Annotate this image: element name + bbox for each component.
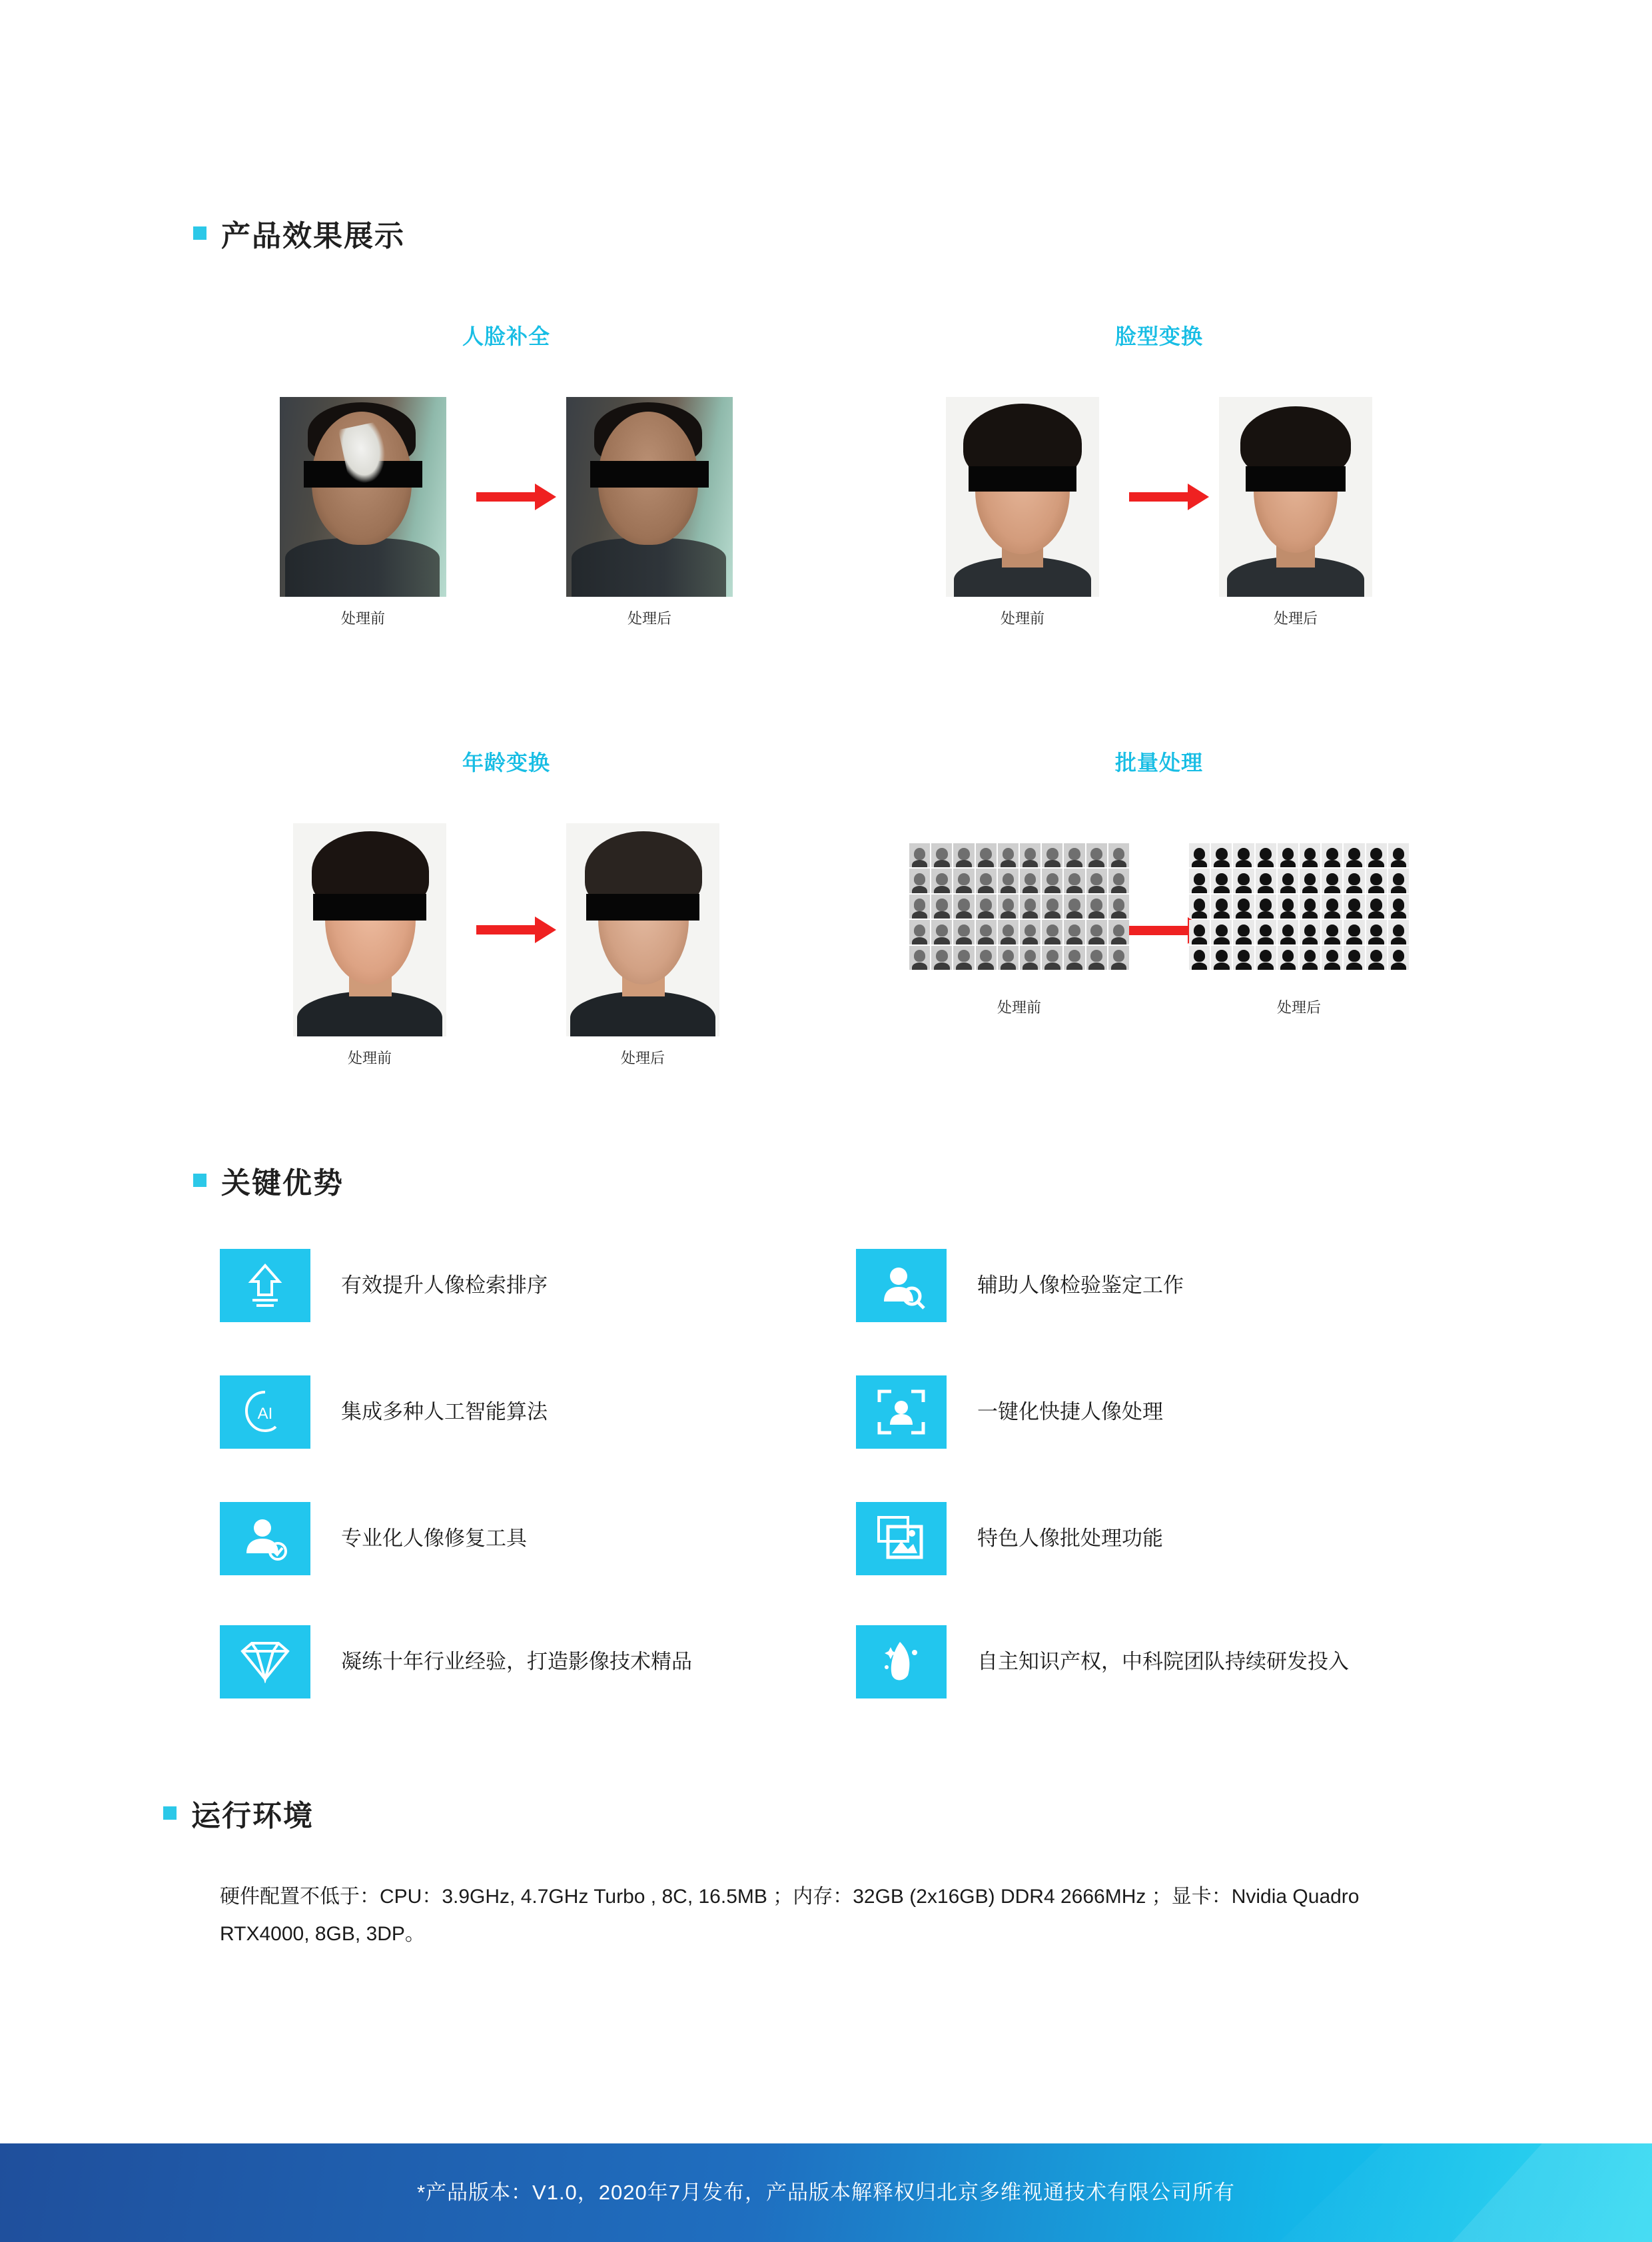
section-heading-demo bbox=[193, 212, 405, 254]
advantage-item-5 bbox=[220, 1502, 527, 1575]
demo-before-age-transform bbox=[293, 823, 446, 1068]
demo-face-shape bbox=[933, 320, 1386, 628]
caption-before: 处理前 bbox=[997, 999, 1041, 1016]
photo-after-face-completion bbox=[566, 397, 733, 597]
demo-age-transform bbox=[280, 746, 733, 1068]
advantage-item-8 bbox=[856, 1625, 1349, 1698]
caption-after: 处理后 bbox=[620, 1050, 665, 1066]
caption-after: 处理后 bbox=[1273, 610, 1318, 627]
demo-title-batch-processing: 批量处理 bbox=[1114, 751, 1203, 775]
svg-text:AI: AI bbox=[257, 1405, 273, 1423]
advantage-item-2 bbox=[856, 1249, 1184, 1322]
demo-before-batch bbox=[909, 843, 1129, 1017]
arrow-face-completion bbox=[446, 397, 566, 597]
advantage-item-1 bbox=[220, 1249, 548, 1322]
section-title-environment: 运行环境 bbox=[191, 1800, 314, 1832]
advantage-item-4 bbox=[856, 1375, 1163, 1449]
demo-title-face-completion: 人脸补全 bbox=[462, 324, 550, 348]
photo-before-face-shape bbox=[946, 397, 1099, 597]
diamond-icon bbox=[220, 1625, 310, 1698]
demo-after-face-completion bbox=[566, 397, 733, 628]
demo-title-age-transform: 年龄变换 bbox=[462, 751, 550, 775]
caption-after: 处理后 bbox=[627, 610, 671, 627]
arrow-batch bbox=[1129, 867, 1189, 994]
demo-after-batch bbox=[1189, 843, 1409, 1017]
photo-grid-before-batch bbox=[909, 843, 1129, 970]
advantage-item-7 bbox=[220, 1625, 692, 1698]
section-title-advantages: 关键优势 bbox=[221, 1167, 344, 1200]
caption-before: 处理前 bbox=[347, 1050, 392, 1066]
demo-batch-processing bbox=[913, 746, 1406, 1017]
demo-title-face-shape: 脸型变换 bbox=[1114, 324, 1203, 348]
advantage-text-4: 一键化快捷人像处理 bbox=[977, 1400, 1163, 1423]
section-title-demo: 产品效果展示 bbox=[221, 220, 405, 252]
advantage-text-2: 辅助人像检验鉴定工作 bbox=[977, 1274, 1184, 1297]
upload-arrow-icon bbox=[220, 1249, 310, 1322]
photo-after-face-shape bbox=[1219, 397, 1372, 597]
bullet-square-icon bbox=[193, 1174, 206, 1187]
demo-before-face-completion bbox=[280, 397, 446, 628]
photo-before-face-completion bbox=[280, 397, 446, 597]
section-heading-environment bbox=[163, 1792, 314, 1834]
demo-before-face-shape bbox=[946, 397, 1099, 628]
ai-head-icon bbox=[220, 1375, 310, 1449]
photo-after-age-transform bbox=[566, 823, 719, 1036]
environment-requirements-text: 硬件配置不低于：CPU：3.9GHz, 4.7GHz Turbo , 8C, 16.5MB ；内存：32GB (2x16GB) DDR4 2666MHz ；显卡：Nvidia Quadro RTX4000, 8GB, 3DP。 bbox=[220, 1886, 1360, 1945]
demo-face-completion bbox=[280, 320, 733, 628]
photo-grid-after-batch bbox=[1189, 843, 1409, 970]
red-arrow-icon bbox=[476, 925, 536, 934]
section-heading-advantages bbox=[193, 1159, 344, 1202]
red-arrow-icon bbox=[1129, 926, 1189, 935]
advantage-text-6: 特色人像批处理功能 bbox=[977, 1527, 1163, 1550]
batch-images-icon bbox=[856, 1502, 947, 1575]
arrow-age-transform bbox=[446, 823, 566, 1036]
advantage-text-1: 有效提升人像检索排序 bbox=[341, 1274, 548, 1297]
advantage-item-3 bbox=[220, 1375, 548, 1449]
photo-before-age-transform bbox=[293, 823, 446, 1036]
arrow-face-shape bbox=[1099, 397, 1219, 597]
bullet-square-icon bbox=[193, 226, 206, 240]
advantage-text-8: 自主知识产权，中科院团队持续研发投入 bbox=[977, 1650, 1349, 1673]
advantage-text-7: 凝练十年行业经验，打造影像技术精品 bbox=[341, 1650, 692, 1673]
research-icon bbox=[856, 1625, 947, 1698]
person-check-icon bbox=[220, 1502, 310, 1575]
advantage-item-6 bbox=[856, 1502, 1163, 1575]
page-footer bbox=[0, 2143, 1652, 2242]
demo-after-age-transform bbox=[566, 823, 719, 1068]
caption-before: 处理前 bbox=[340, 610, 385, 627]
caption-after: 处理后 bbox=[1276, 999, 1321, 1016]
red-arrow-icon bbox=[476, 492, 536, 502]
caption-before: 处理前 bbox=[1000, 610, 1044, 627]
advantage-text-5: 专业化人像修复工具 bbox=[341, 1527, 527, 1550]
advantage-text-3: 集成多种人工智能算法 bbox=[341, 1400, 548, 1423]
face-scan-icon bbox=[856, 1375, 947, 1449]
person-search-icon bbox=[856, 1249, 947, 1322]
red-arrow-icon bbox=[1129, 492, 1189, 502]
demo-after-face-shape bbox=[1219, 397, 1372, 628]
bullet-square-icon bbox=[163, 1806, 177, 1820]
footer-text: *产品版本：V1.0，2020年7月发布，产品版本解释权归北京多维视通技术有限公司所有 bbox=[416, 2181, 1236, 2204]
